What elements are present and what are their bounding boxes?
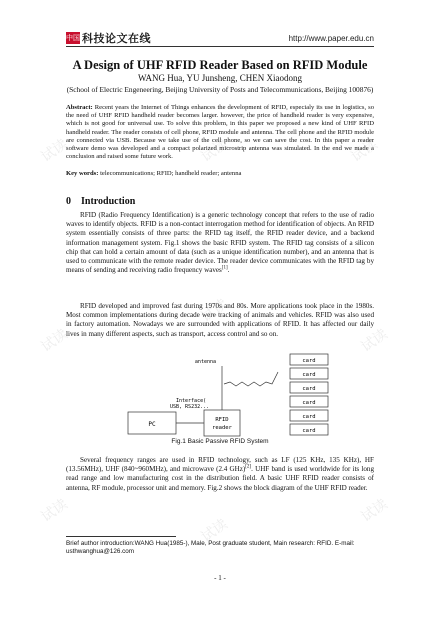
rfid-card-label: card xyxy=(302,400,316,406)
abstract xyxy=(66,104,374,161)
watermark: 试读 xyxy=(198,136,231,166)
section-title: Introduction xyxy=(81,196,136,207)
author-footnote: Brief author introduction:WANG Hua(1985-), Male, Post graduate student, Main research: RFID. E-mail: usthwanghua@126.com xyxy=(66,540,355,555)
footnote-divider xyxy=(66,536,176,537)
watermark: 试读 xyxy=(358,496,391,526)
watermark: 试读 xyxy=(198,296,231,326)
site-url[interactable]: http://www.paper.edu.cn xyxy=(288,34,374,43)
paragraph-text: Several frequency ranges are used in RFID technology, such as LF (125 KHz, 135 KHz), HF (13.56MHz), UHF (840~960MHz), and microwave (2.4 GHz) xyxy=(66,456,374,474)
interface-label: Interface( xyxy=(176,398,207,404)
figure-caption: Fig.1 Basic Passive RFID System xyxy=(171,438,269,445)
paper-authors: WANG Hua, YU Junsheng, CHEN Xiaodong xyxy=(138,73,302,83)
watermark: 试读 xyxy=(358,326,391,356)
rfid-card-label: card xyxy=(302,372,316,378)
watermark: 试读 xyxy=(348,136,381,166)
citation-ref[interactable]: [2] xyxy=(245,464,252,470)
abstract-label: Abstract: xyxy=(66,104,93,111)
paragraph-text: . UHF band is used worldwide for its long read range and low manufacturing cost in the distribution field. A basic UHF RFID reader consists of antenna, RF module, processor unit and memory. Fig.2 shows the block diagram of the UHF RFID reader. xyxy=(66,465,374,492)
rfid-card-label: card xyxy=(302,386,316,392)
pc-label: PC xyxy=(148,421,156,428)
keywords-label: Key words: xyxy=(66,170,99,177)
header-divider xyxy=(66,46,374,47)
rfid-card-label: card xyxy=(302,414,316,420)
watermark: 试读 xyxy=(38,326,71,356)
rfid-card-label: card xyxy=(302,428,316,434)
interface-label-2: USB, RS232... xyxy=(170,404,210,410)
card-stack xyxy=(290,354,328,435)
rfid-system-figure xyxy=(120,352,340,448)
paper-affiliation: (School of Electric Engeneering, Beijing University of Posts and Telecommunications, Beijing 100876) xyxy=(66,85,374,94)
antenna-label: antenna xyxy=(194,359,216,365)
paragraph xyxy=(66,211,374,275)
paragraph-end: . xyxy=(227,266,230,275)
keywords xyxy=(66,170,374,178)
reader-label-2: reader xyxy=(212,425,232,431)
section-number: 0 xyxy=(66,196,71,207)
keywords-text: telecommunications; RFID; handheld reader; antenna xyxy=(98,170,242,177)
rfid-card-label: card xyxy=(302,358,316,364)
page-number: - 1 - xyxy=(214,574,226,582)
reader-box xyxy=(204,410,240,436)
abstract-text: Recent years the Internet of Things enhances the development of RFID, especialy its use in logistics, so the need of UHF RFID handheld reader becomes larger. however, the price of handheld reader is very expensive, which is not good for universal use. To solve this problem, in this paper we proposed a new kind of UHF RFID handheld reader. The reader consists of cell phone, RFID module and antenna. The cell phone and the RFID module are connected via USB. Because we take use of the cell phone, so we can save the cost. In this paper a reader software demo was developed and a compact polarized microstrip antenna was simulated. In the end we made a conclusion and raised some future work. xyxy=(66,104,374,161)
watermark: 试读 xyxy=(38,496,71,526)
reader-label: RFID xyxy=(215,417,229,423)
paragraph xyxy=(66,456,374,493)
radio-wave-icon xyxy=(224,372,278,386)
site-logo[interactable] xyxy=(66,31,151,45)
watermark: 试读 xyxy=(38,136,71,166)
logo-badge: 中国 xyxy=(66,34,80,42)
paragraph-text: RFID (Radio Frequency Identification) is a generic technology concept that refers to the use of radio waves to identify objects. RFID is a non-contact interrogation method for identification of objects. An RFID system essentially consists of three parts: the RFID tag itself, the RFID reader device, and a backend information management system. Fig.1 shows the basic RFID system. The RFID tag consists of a silicon chip that can hold a certain amount of data (such as a unique identification number), and an antenna that is used to communicate with the remote reader device. The reader device communicates with the RFID tag by means of sending and receiving radio frequency waves xyxy=(66,211,374,275)
logo-text: 科技论文在线 xyxy=(82,32,151,45)
paragraph: RFID developed and improved fast during 1970s and 80s. More applications took place in the 1980s. Most common implementations during decade were tracking of animals and vehicles. RFID was also used in factory automation. Nowadays we are surrounded with applications of RFID. It has affected our daily lives in many different aspects, such as transport, access control and so on. xyxy=(66,302,374,338)
paper-title: A Design of UHF RFID Reader Based on RFID Module xyxy=(72,58,368,72)
watermark: 试读 xyxy=(198,516,231,546)
section-heading xyxy=(66,196,135,207)
citation-ref[interactable]: [1] xyxy=(221,265,228,271)
